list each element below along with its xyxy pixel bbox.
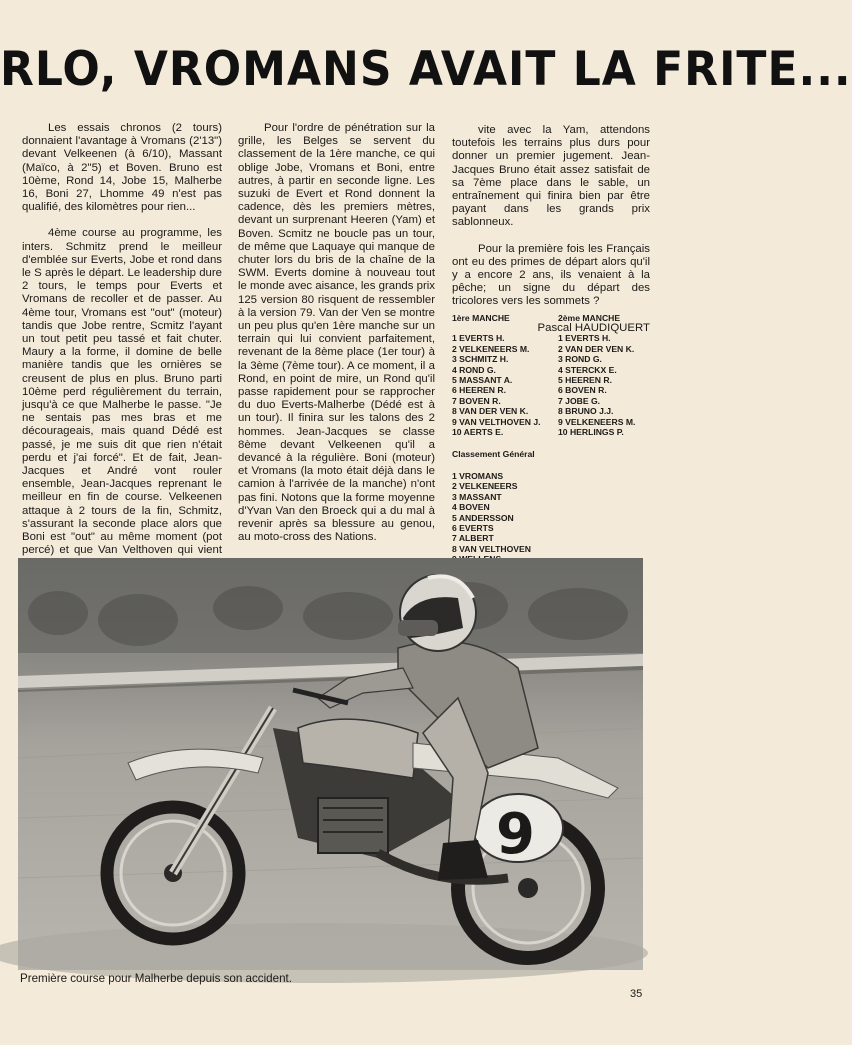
- motocross-rider-illustration: [18, 558, 643, 970]
- motocross-photo: [18, 558, 643, 970]
- results-manche-1: [452, 313, 558, 437]
- result-entry: 9 VELKENEERS M.: [558, 416, 636, 427]
- result-entry: 7 ALBERT: [452, 533, 494, 544]
- result-entry: 2 VELKENEERS: [452, 481, 518, 492]
- result-entry: 6 BOVEN R.: [558, 385, 607, 396]
- result-entry: 5 HEEREN R.: [558, 375, 612, 386]
- paragraph: Pour la première fois les Français ont eu des primes de départ alors qu'il y a encore 2 ans, ils venaient à la pêche; un signe du départ des tricolores vers les sommets ?: [452, 242, 650, 308]
- paragraph: vite avec la Yam, attendons toutefois les terrains plus durs pour donner un premier jugement. Jean-Jacques Bruno était assez satisfait de sa 7ème place dans le sable, un entraînement qui finira bien par être payant dans les grands prix sablonneux.: [452, 124, 650, 229]
- results-heading: 1ère MANCHE: [452, 313, 510, 323]
- result-entry: 8 BRUNO J.J.: [558, 406, 614, 417]
- result-entry: 3 SCHMITZ H.: [452, 354, 509, 365]
- results-box: [452, 313, 702, 575]
- author-signature: Pascal HAUDIQUERT: [537, 321, 650, 334]
- result-entry: 1 EVERTS H.: [558, 333, 611, 344]
- paragraph: 4ème course au programme, les inters. Schmitz prend le meilleur d'emblée sur Everts, Jobe et rond dans le S après le départ. Le leadership dure 2 tours, le temps pour Everts et Vromans de recoller et de passer. Au 4ème tour, Vromans est "out" (moteur) tandis que Jobe rentre, Scmitz l'ayant un tout petit peu tassé et fait chuter. Maury a la forme, il domine de belle manière tandis que les ornières se creusent de plus en plus. Bruno parti 10ème perd régulièrement du terrain, jusqu'à ce que Malherbe le passe. "Je ne sentais pas mes bras et me décourageais, mais quand Dédé est passé, je me suis dit que rien n'était perdu et j'ai forcé". Et de fait, Jean-Jacques et André vont rouler ensemble, Jean-Jacques reprenant le meilleur en fin de course. Velkeenen attaque à 2 tours de la fin, Schmitz, s'assurant la seconde place alors que Boni est "out" au même moment (pot percé) et que Van Velthoven qui vient: [22, 227, 222, 557]
- article-column-3: [452, 124, 650, 335]
- result-entry: 4 BOVEN: [452, 502, 490, 513]
- result-entry: 10 AERTS E.: [452, 427, 504, 438]
- result-entry: 7 JOBE G.: [558, 395, 601, 406]
- results-manche-2: [558, 313, 698, 437]
- result-entry: 5 MASSANT A.: [452, 375, 513, 386]
- result-entry: 6 HEEREN R.: [452, 385, 506, 396]
- article-column-2: [238, 122, 435, 623]
- result-entry: 4 ROND G.: [452, 364, 496, 375]
- result-entry: 1 EVERTS H.: [452, 333, 505, 344]
- result-entry: 2 VAN DER VEN K.: [558, 343, 635, 354]
- result-entry: 5 ANDERSSON: [452, 512, 514, 523]
- paragraph: Les essais chronos (2 tours) donnaient l'avantage à Vromans (2'13") devant Velkeenen (à 6/10), Massant (Maïco, à 2"5) et Boven. Bruno est 10ème, Rond 14, Jobe 15, Malherbe 16, Boni 27, Lhomme 49 n'est pas qualifié, des kilomètres pour rien...: [22, 122, 222, 214]
- result-entry: 9 VAN VELTHOVEN J.: [452, 416, 541, 427]
- number-plate: 9: [496, 802, 535, 867]
- result-entry: 1 VROMANS: [452, 470, 504, 481]
- results-heading: Classement Général: [452, 449, 535, 460]
- result-entry: 8 VAN DER VEN K.: [452, 406, 529, 417]
- article-column-1: [22, 122, 222, 623]
- results-heading: 2ème MANCHE: [558, 313, 621, 323]
- photo-caption: Première course pour Malherbe depuis son accident.: [20, 972, 292, 985]
- result-entry: 10 HERLINGS P.: [558, 427, 624, 438]
- article-headline: RLO, VROMANS AVAIT LA FRITE...: [0, 41, 852, 98]
- result-entry: 7 BOVEN R.: [452, 395, 501, 406]
- paragraph: Pour l'ordre de pénétration sur la grille, les Belges se servent du classement de la 1ère manche, ce qui oblige Jobe, Vromans et Boni, entre autres, à partir en seconde ligne. Les suzuki de Evert et Rond donnent la cadence, dès les premiers mètres, devant un surprenant Heeren (Yam) et Boven. Scmitz ne boucle pas un tour, de même que Laquaye qui manque de chuter lors du bris de la chaîne de la SWM. Everts domine à nouveau tout le monde avec aisance, les grands prix 125 version 80 risquent de ressembler à la version 79. Van der Ven se montre un peu plus qu'en 1ère manche sur un terrain qui lui convient parfaitement, revenant de la 8ème place (1er tour) à la 3ème (7ème tour). A ce moment, il a Rond, en point de mire, un Rond qu'il passe rapidement pour se rapprocher du duo Everts-Malherbe (Dédé est à un tour). Il finira sur les talons des 2 hommes. Jean-Jacques se classe 8ème devant Velkeenen qu'il a devancé à la régulière. Boni (moteur) et Vromans (la moto était déjà dans le camion à l'arrivée de la manche) n'ont pas fini. Notons que la forme moyenne d'Yvan Van den Broeck qui a du mal à revenir après sa blessure au genou, au moto-cross des Nations.: [238, 122, 435, 544]
- result-entry: 3 MASSANT: [452, 491, 502, 502]
- page-number: 35: [630, 988, 643, 1000]
- result-entry: 2 VELKENEERS M.: [452, 343, 530, 354]
- result-entry: 3 ROND G.: [558, 354, 602, 365]
- result-entry: 6 EVERTS: [452, 522, 494, 533]
- result-entry: 4 STERCKX E.: [558, 364, 617, 375]
- result-entry: 8 VAN VELTHOVEN: [452, 543, 531, 554]
